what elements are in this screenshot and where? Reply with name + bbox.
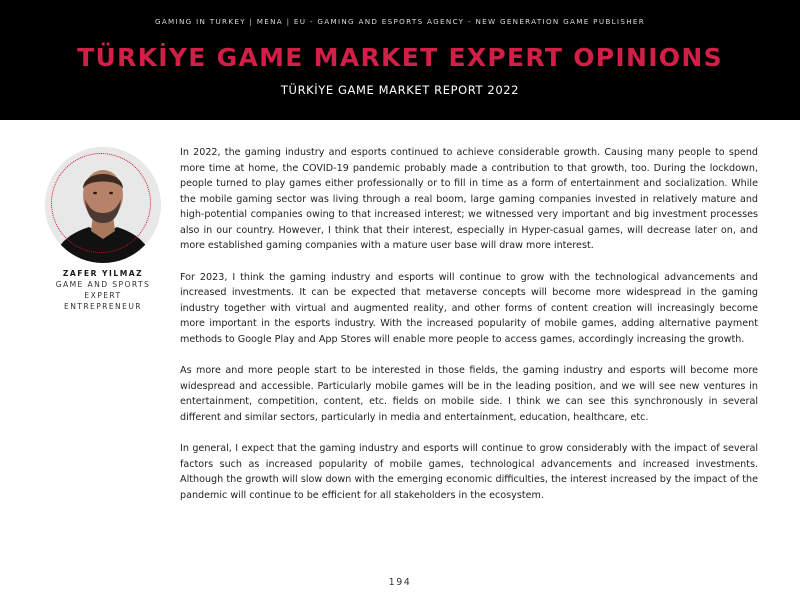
paragraph: In 2022, the gaming industry and esports continued to achieve considerable growth. Causing many people to spend more time at home, the COVID-19 pandemic probably made a contribution to that growth, too. During the lockdown, people turned to play games either professionally or to fill in time as a form of entertainment and socialization. While the mobile gaming sector was living through a real boom, large gaming companies invested in relatively mature and high-potential companies owing to that increased interest; we witnessed very important and big investment processes also in our country. However, I think that their interest, especially in Hyper-casual games, will decrease later on, and more established gaming companies with a mature user base will draw more interest. [180, 147, 758, 251]
photo-dotted-ring [51, 153, 151, 253]
page-subtitle: TÜRKİYE GAME MARKET REPORT 2022 [280, 83, 520, 97]
author-name: ZAFER YILMAZ [62, 269, 144, 278]
author-role-line: EXPERT [84, 291, 122, 300]
paragraph: For 2023, I think the gaming industry and esports will continue to grow with the technological advancements and increased investments. It can be expected that metaverse concepts will become more widespread in the gaming industry together with virtual and augmented reality, and other forms of content creation will increasingly become more important in the esports industry. With the increased popularity of mobile games, adding alternative payment methods to Google Play and App Stores will enable more people to access games, accordingly increasing the growth. [180, 271, 758, 345]
page-title: TÜRKİYE GAME MARKET EXPERT OPINIONS [77, 43, 723, 72]
author-block [30, 268, 176, 312]
page-number: 194 [388, 577, 412, 588]
header-banner [0, 0, 800, 120]
paragraph: As more and more people start to be interested in those fields, the gaming industry and esports will become more widespread and accessible. Particularly mobile games will be in the leading position, and we will see new ventures in entertainment, competition, content, etc. fields on mobile side. I think we can see this synchronously in several different and similar sectors, particularly in media and entertainment, education, healthcare, etc. [180, 365, 758, 423]
opinion-body [180, 145, 758, 519]
author-role-line: GAME AND SPORTS [55, 280, 151, 289]
paragraph: In general, I expect that the gaming industry and esports will continue to grow considerably with the impact of several factors such as increased popularity of mobile games, technological advancements and increased investments. Although the growth will slow down with the emerging economic difficulties, the interest increased by the impact of the pandemic will continue to be efficient for all stakeholders in the ecosystem. [180, 443, 758, 501]
header-topline: GAMING IN TURKEY | MENA | EU - GAMING AND ESPORTS AGENCY - NEW GENERATION GAME PUBLISHER [154, 17, 646, 26]
author-role-line: ENTREPRENEUR [64, 302, 142, 311]
